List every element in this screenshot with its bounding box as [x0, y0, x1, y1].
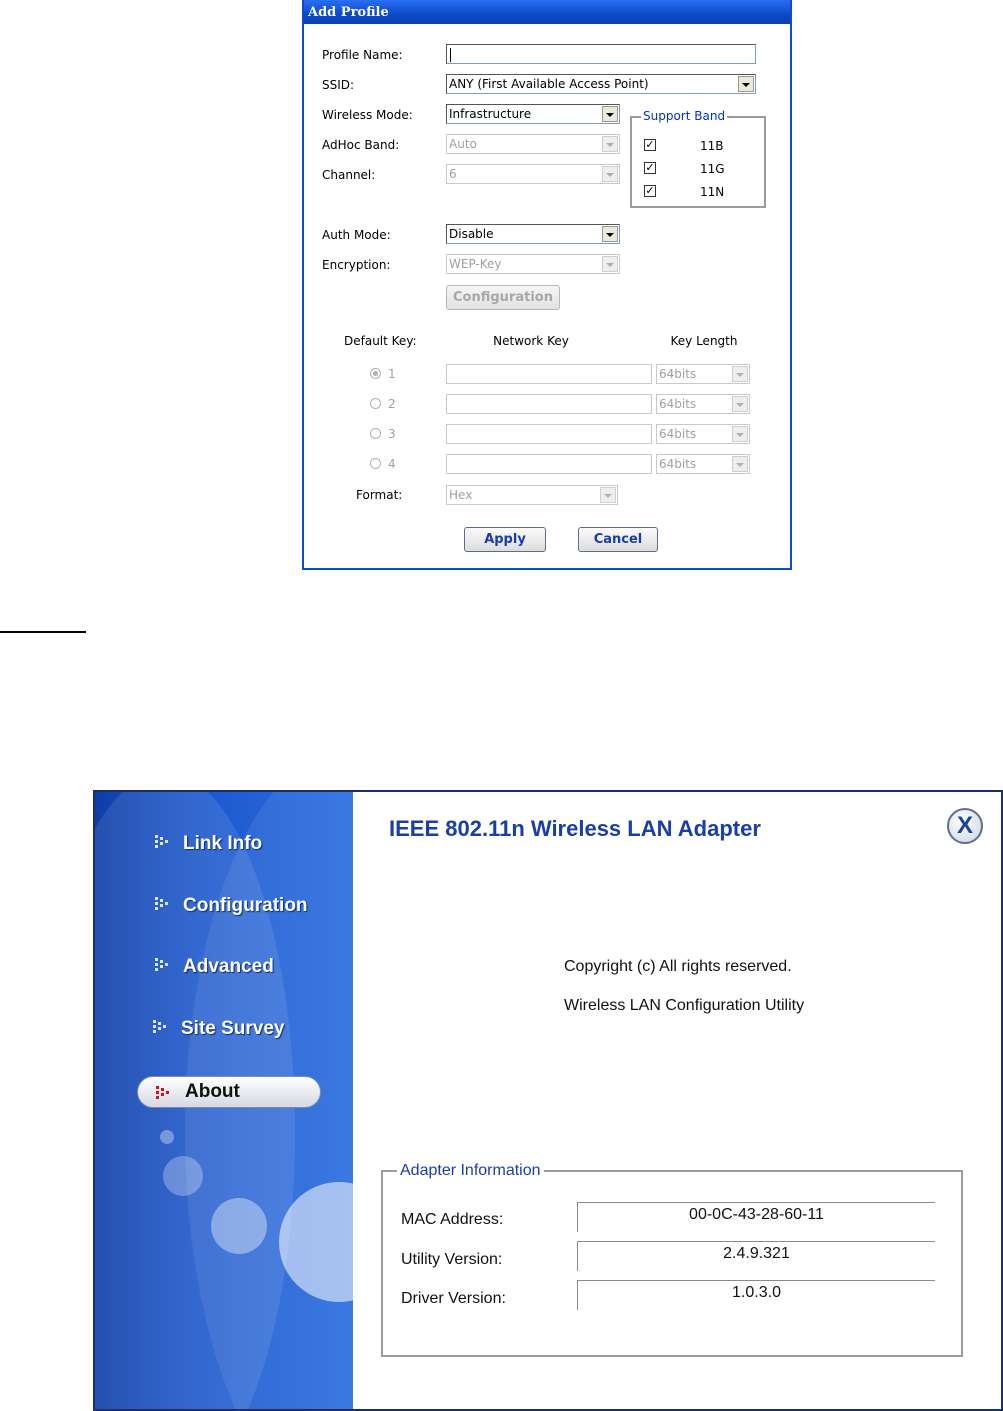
auth-mode-dropdown[interactable] [446, 224, 620, 244]
sidebar-item-about[interactable] [137, 1076, 321, 1108]
adapter-information-title: Adapter Information [397, 1162, 544, 1180]
sidebar-item-advanced[interactable] [153, 951, 274, 983]
key-length-header: Key Length [670, 334, 738, 348]
chevron-down-icon[interactable] [602, 166, 618, 182]
key-length-dropdown-3[interactable] [656, 424, 750, 444]
text-caret [450, 48, 451, 62]
band-11b-checkbox[interactable]: ✓ [645, 138, 655, 151]
profile-name-label: Profile Name: [322, 48, 403, 62]
about-window [93, 790, 1003, 1411]
default-key-radio-3[interactable] [370, 428, 381, 439]
key-length-value-1: 64bits [659, 367, 697, 381]
network-key-input-3[interactable] [446, 424, 652, 444]
chevron-down-icon[interactable] [732, 426, 748, 442]
auth-mode-label: Auth Mode: [322, 228, 391, 242]
chevron-down-icon[interactable] [732, 456, 748, 472]
page-title: IEEE 802.11n Wireless LAN Adapter [389, 816, 761, 841]
channel-label: Channel: [322, 168, 376, 182]
driver-version-label: Driver Version: [401, 1290, 506, 1307]
chevron-down-icon[interactable] [602, 136, 618, 152]
decorative-bubble [163, 1156, 203, 1196]
adhoc-band-dropdown[interactable] [446, 134, 620, 154]
format-dropdown[interactable] [446, 485, 618, 505]
utility-version-label: Utility Version: [401, 1251, 503, 1268]
bars-icon [154, 1083, 176, 1105]
default-key-radio-1[interactable] [370, 368, 381, 379]
encryption-dropdown[interactable] [446, 254, 620, 274]
wireless-mode-dropdown[interactable] [446, 104, 620, 124]
sidebar [95, 792, 353, 1409]
mac-address-label: MAC Address: [401, 1211, 504, 1228]
key-length-value-3: 64bits [659, 427, 697, 441]
key-length-dropdown-1[interactable] [656, 364, 750, 384]
close-icon[interactable]: X [947, 808, 983, 844]
network-key-input-4[interactable] [446, 454, 652, 474]
default-key-radio-2[interactable] [370, 398, 381, 409]
format-label: Format: [356, 488, 403, 502]
wireless-mode-value: Infrastructure [449, 107, 532, 121]
copyright-text: Copyright (c) All rights reserved. [564, 958, 792, 975]
default-key-index-3: 3 [388, 427, 396, 441]
chevron-down-icon[interactable] [738, 76, 754, 92]
channel-dropdown[interactable] [446, 164, 620, 184]
default-key-index-4: 4 [388, 457, 396, 471]
sidebar-item-label: Advanced [183, 956, 274, 977]
band-11b-label: 11B [700, 139, 724, 153]
sidebar-item-label: Link Info [183, 833, 263, 854]
chevron-down-icon[interactable] [602, 256, 618, 272]
cancel-button[interactable]: Cancel [578, 527, 658, 552]
ssid-dropdown[interactable] [446, 74, 756, 94]
key-length-value-2: 64bits [659, 397, 697, 411]
chevron-down-icon[interactable] [732, 396, 748, 412]
decorative-bubble [211, 1198, 267, 1254]
sidebar-item-link-info[interactable] [153, 828, 262, 860]
dialog-title: Add Profile [304, 0, 790, 24]
sidebar-item-configuration[interactable] [153, 890, 308, 922]
ssid-value: ANY (First Available Access Point) [449, 77, 649, 91]
default-key-index-1: 1 [388, 367, 396, 381]
utility-version-value: 2.4.9.321 [577, 1241, 935, 1271]
band-11n-checkbox[interactable]: ✓ [645, 184, 655, 197]
chevron-down-icon[interactable] [602, 226, 618, 242]
band-11g-checkbox[interactable]: ✓ [645, 161, 655, 174]
default-key-header: Default Key: [344, 334, 417, 348]
key-length-value-4: 64bits [659, 457, 697, 471]
apply-button[interactable]: Apply [464, 527, 546, 552]
sidebar-item-label: Configuration [183, 895, 308, 916]
bars-icon [153, 831, 175, 853]
bars-icon [151, 1016, 173, 1038]
network-key-header: Network Key [493, 334, 569, 348]
mac-address-value: 00-0C-43-28-60-11 [577, 1202, 935, 1232]
channel-value: 6 [449, 167, 457, 181]
adhoc-band-label: AdHoc Band: [322, 138, 400, 152]
bars-icon [153, 954, 175, 976]
band-11g-label: 11G [700, 162, 725, 176]
network-key-input-2[interactable] [446, 394, 652, 414]
sidebar-item-label: About [185, 1081, 240, 1102]
profile-name-input[interactable] [446, 44, 756, 64]
format-value: Hex [449, 488, 473, 502]
driver-version-value: 1.0.3.0 [577, 1280, 935, 1310]
adhoc-band-value: Auto [449, 137, 477, 151]
decorative-bubble [160, 1130, 174, 1144]
utility-name-text: Wireless LAN Configuration Utility [564, 997, 805, 1014]
default-key-radio-4[interactable] [370, 458, 381, 469]
chevron-down-icon[interactable] [732, 366, 748, 382]
encryption-value: WEP-Key [449, 257, 502, 271]
key-length-dropdown-2[interactable] [656, 394, 750, 414]
sidebar-item-label: Site Survey [181, 1018, 285, 1039]
chevron-down-icon[interactable] [602, 106, 618, 122]
encryption-label: Encryption: [322, 258, 391, 272]
auth-mode-value: Disable [449, 227, 494, 241]
default-key-index-2: 2 [388, 397, 396, 411]
separator-line [0, 631, 86, 633]
bars-icon [153, 893, 175, 915]
add-profile-dialog [302, 0, 792, 570]
sidebar-item-site-survey[interactable] [151, 1013, 285, 1045]
configuration-button[interactable]: Configuration [446, 285, 560, 310]
network-key-input-1[interactable] [446, 364, 652, 384]
key-length-dropdown-4[interactable] [656, 454, 750, 474]
ssid-label: SSID: [322, 78, 355, 92]
wireless-mode-label: Wireless Mode: [322, 108, 413, 122]
support-band-title: Support Band [643, 109, 726, 123]
band-11n-label: 11N [700, 185, 725, 199]
chevron-down-icon[interactable] [600, 487, 616, 503]
